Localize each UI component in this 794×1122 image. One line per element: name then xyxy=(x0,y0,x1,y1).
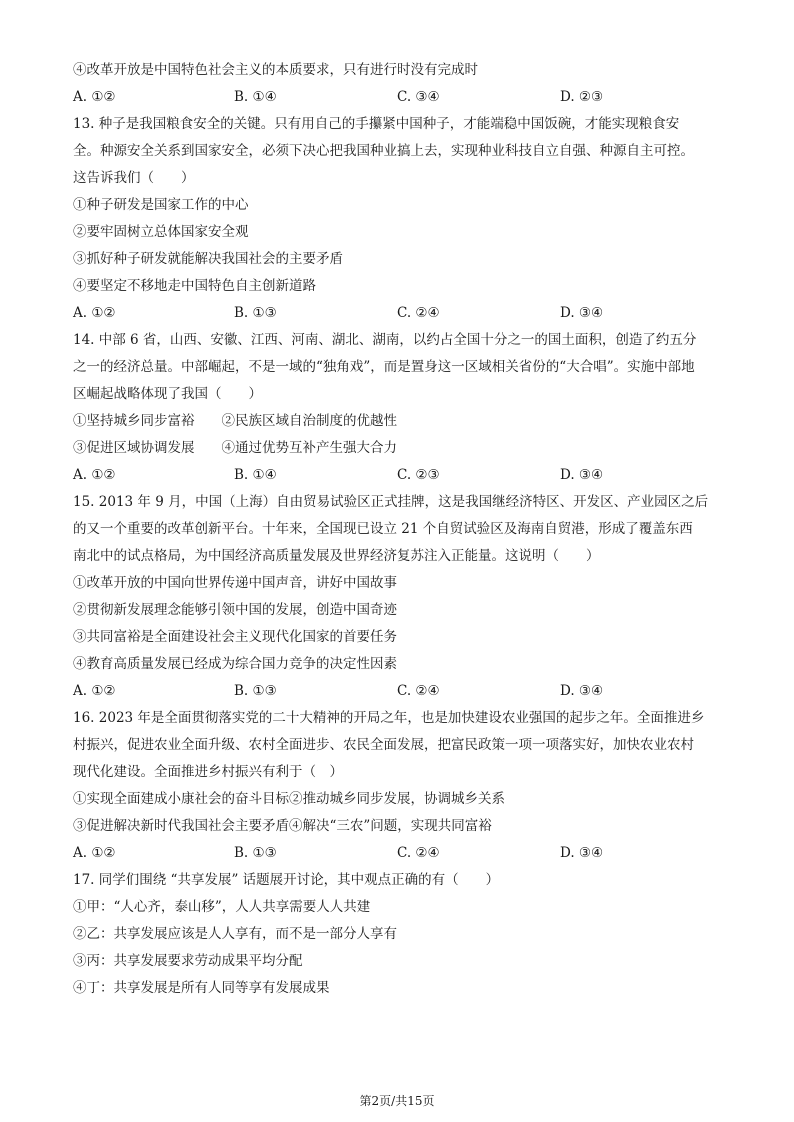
q14-stem-line-1: 14. 中部 6 省，山西、安徽、江西、河南、湖北、湖南，以约占全国十分之一的国土面积，创造了约五分 xyxy=(73,332,697,348)
q14-items-row-2: ③促进区域协调发展 ④通过优势互补产生强大合力 xyxy=(73,440,397,456)
q13-stem-line-1: 13. 种子是我国粮食安全的关键。只有用自己的手攥紧中国种子，才能端稳中国饭碗，才能实现粮食安 xyxy=(73,116,680,132)
q15-stem-line-1: 15. 2013 年 9 月，中国（上海）自由贸易试验区正式挂牌，这是我国继经济特区、开发区、产业园区之后 xyxy=(73,494,709,510)
q15-option-a: A. ①② xyxy=(73,683,116,699)
q13-item-4: ④要坚定不移地走中国特色自主创新道路 xyxy=(73,278,316,294)
q16-option-b: B. ①③ xyxy=(234,845,277,861)
q13-stem-line-3: 这告诉我们（ ） xyxy=(73,170,195,186)
q14-option-a: A. ①② xyxy=(73,467,116,483)
q13-option-c: C. ②④ xyxy=(397,305,440,321)
q14-stem-line-2: 之一的经济总量。中部崛起，不是一域的“独角戏”，而是置身这一区域相关省份的“大合唱”。实施中部地 xyxy=(73,359,695,375)
q13-option-d: D. ③④ xyxy=(560,305,604,321)
q15-item-2: ②贯彻新发展理念能够引领中国的发展，创造中国奇迹 xyxy=(73,602,397,618)
q14-options xyxy=(73,466,733,484)
q15-item-1: ①改革开放的中国向世界传递中国声音，讲好中国故事 xyxy=(73,575,397,591)
q12-options xyxy=(73,88,733,106)
q16-items-row-2: ③促进解决新时代我国社会主要矛盾④解决“三农”问题，实现共同富裕 xyxy=(73,818,492,834)
q15-option-b: B. ①③ xyxy=(234,683,277,699)
q12-option-b: B. ①④ xyxy=(234,89,277,105)
q16-items-row-1: ①实现全面建成小康社会的奋斗目标②推动城乡同步发展，协调城乡关系 xyxy=(73,791,505,807)
q15-options xyxy=(73,682,733,700)
q15-stem-line-3: 南北中的试点格局，为中国经济高质量发展及世界经济复苏注入正能量。这说明（ ） xyxy=(73,548,600,564)
q16-stem-line-3: 现代化建设。全面推进乡村振兴有利于（ ） xyxy=(73,764,343,780)
q16-stem-line-1: 16. 2023 年是全面贯彻落实党的二十大精神的开局之年，也是加快建设农业强国的起步之年。全面推进乡 xyxy=(73,710,705,726)
q13-stem-line-2: 全。种源安全关系到国家安全，必须下决心把我国种业搞上去，实现种业科技自立自强、种源自主可控。 xyxy=(73,143,694,159)
q17-item-4: ④丁：共享发展是所有人同等享有发展成果 xyxy=(73,980,330,996)
q17-stem-line-1: 17. 同学们围绕 “共享发展” 话题展开讨论，其中观点正确的有（ ） xyxy=(73,872,500,888)
q16-option-c: C. ②④ xyxy=(397,845,440,861)
q16-option-a: A. ①② xyxy=(73,845,116,861)
q13-item-3: ③抓好种子研发就能解决我国社会的主要矛盾 xyxy=(73,251,343,267)
q12-item-4: ④改革开放是中国特色社会主义的本质要求，只有进行时没有完成时 xyxy=(73,62,478,78)
q17-item-1: ①甲：“人心齐，泰山移”，人人共享需要人人共建 xyxy=(73,899,371,915)
q17-item-3: ③丙：共享发展要求劳动成果平均分配 xyxy=(73,953,303,969)
q14-option-c: C. ②③ xyxy=(397,467,440,483)
q13-options xyxy=(73,304,733,322)
q14-option-b: B. ①④ xyxy=(234,467,277,483)
q15-item-4: ④教育高质量发展已经成为综合国力竞争的决定性因素 xyxy=(73,656,397,672)
page-number: 第2页/共15页 xyxy=(359,1094,435,1108)
q12-option-a: A. ①② xyxy=(73,89,116,105)
q15-option-c: C. ②④ xyxy=(397,683,440,699)
q12-option-d: D. ②③ xyxy=(560,89,604,105)
q17-item-2: ②乙：共享发展应该是人人享有，而不是一部分人享有 xyxy=(73,926,397,942)
q13-item-1: ①种子研发是国家工作的中心 xyxy=(73,197,249,213)
q15-option-d: D. ③④ xyxy=(560,683,604,699)
q16-stem-line-2: 村振兴，促进农业全面升级、农村全面进步、农民全面发展，把富民政策一项一项落实好，加快农业农村 xyxy=(73,737,694,753)
q13-item-2: ②要牢固树立总体国家安全观 xyxy=(73,224,249,240)
q15-item-3: ③共同富裕是全面建设社会主义现代化国家的首要任务 xyxy=(73,629,397,645)
q12-option-c: C. ③④ xyxy=(397,89,440,105)
q14-option-d: D. ③④ xyxy=(560,467,604,483)
q15-stem-line-2: 的又一个重要的改革创新平台。十年来，全国现已设立 21 个自贸试验区及海南自贸港，形成了覆盖东西 xyxy=(73,521,693,537)
q16-option-d: D. ③④ xyxy=(560,845,604,861)
q14-stem-line-3: 区崛起战略体现了我国（ ） xyxy=(73,386,262,402)
q16-options xyxy=(73,844,733,862)
q13-option-b: B. ①③ xyxy=(234,305,277,321)
q13-option-a: A. ①② xyxy=(73,305,116,321)
q14-items-row-1: ①坚持城乡同步富裕 ②民族区域自治制度的优越性 xyxy=(73,413,397,429)
